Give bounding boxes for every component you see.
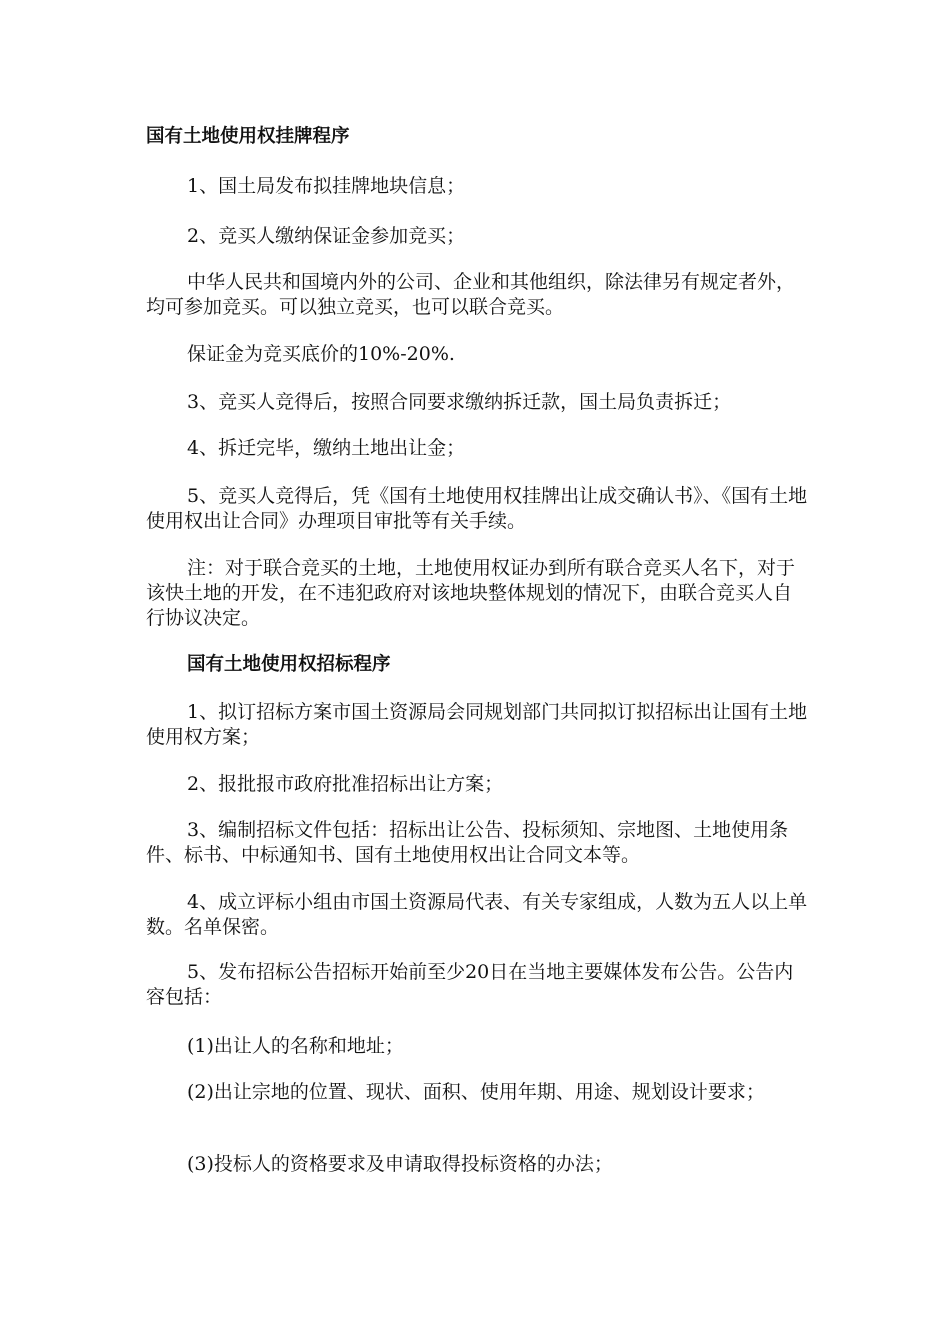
paragraph-step-1: 1、国土局发布拟挂牌地块信息； [187, 175, 466, 197]
paragraph-announcement-item-2: (2)出让宗地的位置、现状、面积、使用年期、用途、规划设计要求； [187, 1081, 765, 1103]
paragraph-deposit: 保证金为竞买底价的10%-20%. [187, 343, 455, 365]
paragraph-step-3: 3、竞买人竞得后，按照合同要求缴纳拆迁款，国土局负责拆迁； [187, 391, 732, 413]
paragraph-announcement-item-1: (1)出让人的名称和地址； [187, 1035, 404, 1057]
paragraph-tender-step-5: 5、发布招标公告招标开始前至少20日在当地主要媒体发布公告。公告内容包括： [146, 961, 794, 1008]
paragraph-note: 注：对于联合竞买的土地，土地使用权证办到所有联合竞买人名下，对于该快土地的开发，在不违犯政府对该地块整体规划的情况下，由联合竞买人自行协议决定。 [146, 557, 796, 629]
paragraph-step-5: 5、竞买人竞得后，凭《国有土地使用权挂牌出让成交确认书》、《国有土地使用权出让合同》办理项目审批等有关手续。 [146, 485, 808, 532]
paragraph-step-2: 2、竞买人缴纳保证金参加竞买； [187, 225, 466, 247]
paragraph-announcement-item-3: (3)投标人的资格要求及申请取得投标资格的办法； [187, 1153, 613, 1175]
paragraph-step-4: 4、拆迁完毕，缴纳土地出让金； [187, 437, 466, 459]
paragraph-tender-step-4: 4、成立评标小组由市国土资源局代表、有关专家组成，人数为五人以上单数。名单保密。 [146, 891, 808, 938]
section-heading-tender-procedure: 国有土地使用权招标程序 [187, 654, 391, 675]
paragraph-tender-step-3: 3、编制招标文件包括：招标出让公告、投标须知、宗地图、土地使用条件、标书、中标通知书、国有土地使用权出让合同文本等。 [146, 819, 789, 866]
paragraph-eligibility: 中华人民共和国境内外的公司、企业和其他组织，除法律另有规定者外，均可参加竞买。可以独立竞买，也可以联合竞买。 [146, 271, 796, 318]
section-heading-listing-procedure: 国有土地使用权挂牌程序 [146, 126, 350, 147]
paragraph-tender-step-1: 1、拟订招标方案市国土资源局会同规划部门共同拟订拟招标出让国有土地使用权方案； [146, 701, 808, 748]
paragraph-tender-step-2: 2、报批报市政府批准招标出让方案； [187, 773, 504, 795]
